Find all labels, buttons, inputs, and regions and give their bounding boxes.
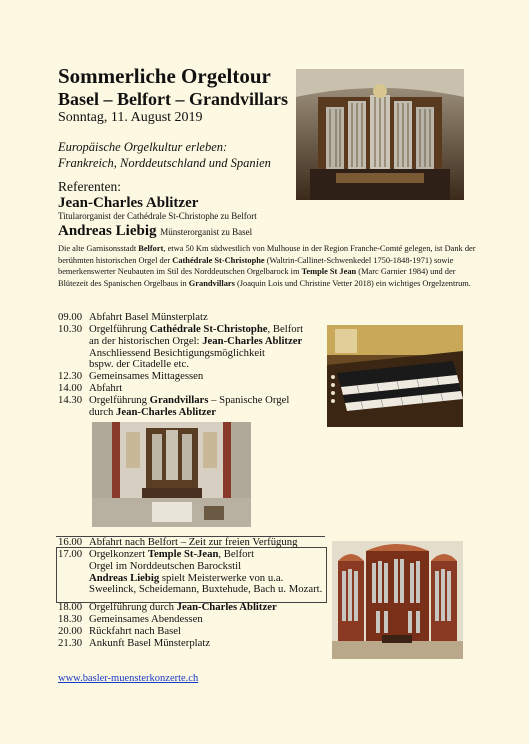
subtitle-line-1: Europäische Orgelkultur erleben: [58,140,228,154]
schedule-text: durch [89,405,117,418]
schedule-time: 09.00 [58,311,83,323]
schedule-text: Abfahrt Basel Münsterplatz [89,311,208,323]
schedule-text [89,395,349,419]
intro-grandvillars: Grandvillars [188,278,235,288]
schedule-text: Sweelinck, Scheidemann, Buxtehude, Bach u. Mozart. [89,583,323,596]
schedule-text: Anschliessend Besichtigungsmöglichkeit [89,346,266,359]
schedule-text: spielt Meisterwerke von u.a. [159,571,284,584]
intro-paragraph [58,243,476,289]
schedule-text: Orgelführung durch [89,601,177,613]
schedule-venue: Cathédrale St-Christophe [149,323,268,335]
speaker-2-role: Münsterorganist zu Basel [160,227,253,237]
tour-subtitle [58,139,298,171]
schedule-text [89,324,349,371]
schedule-text: Abfahrt nach Belfort – Zeit zur freien Verfügung [89,536,298,548]
schedule-venue: Temple St-Jean [147,548,219,560]
schedule-time: 14.00 [58,382,83,394]
schedule-person: Jean-Charles Ablitzer [176,601,277,613]
schedule-text: Orgelführung [89,394,150,406]
schedule-time: 10.30 [58,323,83,335]
schedule-text: , Belfort [218,548,255,560]
subtitle-line-2: Frankreich, Norddeutschland und Spanien [58,156,271,170]
intro-temple: Temple St Jean [301,267,357,277]
intro-cathedrale: Cathédrale St-Christophe [172,255,265,265]
schedule-text: Ankunft Basel Münsterplatz [89,637,211,649]
schedule-text: , Belfort [267,323,304,335]
schedule-text: Rückfahrt nach Basel [89,625,181,637]
schedule-text: Gemeinsames Mittagessen [89,370,204,382]
schedule-time: 18.30 [58,613,83,625]
tour-route: Basel – Belfort – Grandvillars [58,89,288,109]
church-interior-photo [92,422,251,527]
speaker-1-role: Titularorganist der Cathédrale St-Christophe zu Belfort [58,211,257,221]
schedule-time: 20.00 [58,625,83,637]
speakers-heading: Referenten: [58,179,121,194]
schedule-time: 21.30 [58,637,83,649]
intro-text: (Marc Garnier 1984) und der Blütezeit des Spanischen Orgelbaus in [58,267,456,288]
intro-text: (Waltrin-Callinet-Schwenkedel 1750-1848-1971) sowie bemerkenswerter Neubauten im Stil des Norddeutschen Orgelbarock im [58,255,454,277]
schedule-venue: Grandvillars [149,394,209,406]
schedule-person: Jean-Charles Ablitzer [116,405,217,418]
schedule-time: 14.30 [58,394,83,406]
intro-text: , etwa 50 Km südwestlich von Mulhouse in der Region Franche-Comté gelegen, ist Dank der berühmten historischen Orgel der [58,244,476,265]
schedule-time: 17.00 [58,548,83,560]
page-title: Sommerliche Orgeltour [58,64,271,88]
schedule-person: Jean-Charles Ablitzer [202,334,303,347]
intro-text: (Joaquin Lois und Christine Vetter 2018) ein wichtiges Orgelzentrum. [234,278,471,288]
website-link[interactable]: www.basler-muensterkonzerte.ch [58,673,199,684]
schedule-text: Orgelführung [89,323,150,335]
intro-belfort: Belfort [138,244,164,253]
schedule-time: 16.00 [58,536,83,548]
speaker-2 [58,222,252,241]
schedule-person: Andreas Liebig [89,571,160,584]
tour-date: Sonntag, 11. August 2019 [58,110,203,125]
speaker-1-name: Jean-Charles Ablitzer [58,195,199,211]
schedule-text: Orgel im Norddeutschen Barockstil [89,559,242,572]
organ-console-photo [327,325,463,427]
cathedral-organ-photo [296,69,464,200]
schedule-text: an der historischen Orgel: [89,334,203,347]
schedule-text [89,549,349,596]
schedule-text: Abfahrt [89,382,123,394]
schedule-text: bspw. der Citadelle etc. [89,358,189,371]
speaker-2-name: Andreas Liebig [58,223,157,239]
schedule-text: – Spanische Orgel [208,394,290,406]
intro-text: Die alte Garnisonsstadt [58,244,139,253]
temple-organ-photo [332,541,463,659]
schedule-time: 18.00 [58,601,83,613]
schedule-text: Orgelkonzert [89,548,148,560]
schedule-text: Gemeinsames Abendessen [89,613,203,625]
schedule-time: 12.30 [58,370,83,382]
